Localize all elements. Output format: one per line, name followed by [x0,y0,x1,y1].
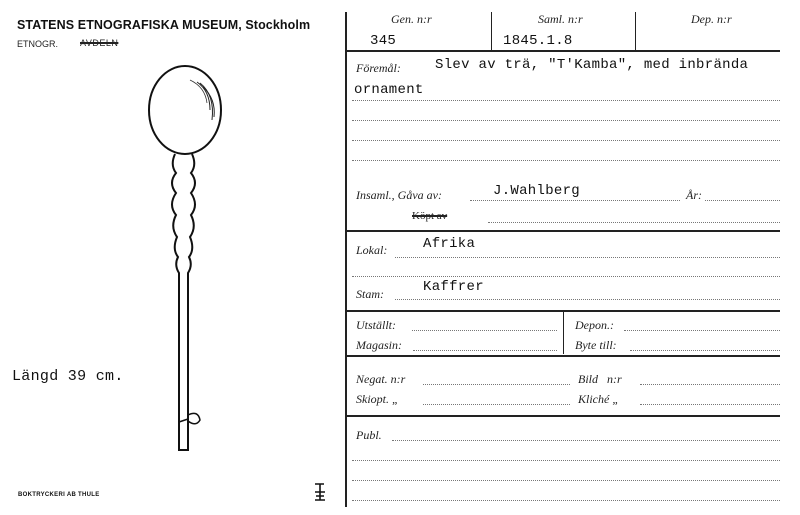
lokal-label: Lokal: [356,243,388,257]
dotline [412,330,557,331]
dotline [423,404,570,405]
dotline [352,140,780,141]
bild-label: Bild n:r [578,372,622,386]
dotline [705,200,780,201]
section-rule [347,230,780,232]
dotline [423,384,570,385]
header-sep-2 [635,12,636,50]
dotline [630,350,780,351]
skiopt-label: Skiopt. „ [356,392,399,406]
foremal-line1: Slev av trä, "T'Kamba", med inbrända [435,57,749,73]
dotline [352,120,780,121]
gen-value: 345 [370,33,397,49]
ar-label: År: [686,188,702,202]
negat-label: Negat. n:r [356,372,406,386]
magasin-label: Magasin: [356,338,402,352]
insaml-value: J.Wahlberg [493,183,581,199]
dotline [352,460,780,461]
dotline [352,480,780,481]
kliche-label: Kliché „ [578,392,619,406]
dotline [488,222,780,223]
kopt-struck: Köpt av [412,210,448,222]
dep-label: Dep. n:r [691,12,732,26]
saml-value: 1845.1.8 [503,33,573,49]
publ-label: Publ. [356,428,382,442]
insaml-label: Insaml., Gåva av: [356,188,442,202]
dotline [352,276,780,277]
section-rule [347,415,780,417]
dotline [352,100,780,101]
foremal-label: Föremål: [356,61,401,75]
depon-label: Depon.: [575,318,614,332]
dotline [413,350,557,351]
foremal-line2: ornament [354,82,424,98]
dotline [640,404,780,405]
dotline [352,160,780,161]
length-note: Längd 39 cm. [12,368,124,385]
dotline [470,200,680,201]
etnogr-struck: AVDELN [80,38,119,48]
printer-logo-icon [312,482,328,502]
dotline [352,500,780,501]
byte-label: Byte till: [575,338,617,352]
utstallt-sep [563,312,564,354]
museum-title: STATENS ETNOGRAFISKA MUSEUM, Stockholm [17,18,311,32]
lokal-value: Afrika [423,236,476,252]
dotline [640,384,780,385]
etnogr-label: ETNOGR. [17,39,59,49]
dotline [395,299,780,300]
spoon-drawing [130,65,260,460]
utstallt-label: Utställt: [356,318,397,332]
section-rule [347,355,780,357]
card-divider [345,12,347,507]
stam-value: Kaffrer [423,279,484,295]
header-rule [347,50,780,52]
dotline [392,440,780,441]
saml-label: Saml. n:r [538,12,583,26]
dotline [624,330,780,331]
header-sep-1 [491,12,492,50]
stam-label: Stam: [356,287,384,301]
dotline [395,257,780,258]
gen-label: Gen. n:r [391,12,432,26]
printer-imprint: BOKTRYCKERI AB THULE [18,492,100,498]
